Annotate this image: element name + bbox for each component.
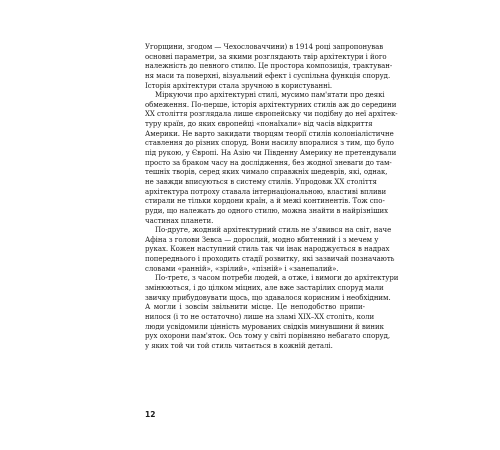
text-line: звичку прибудовувати щось, що здавалося корисним і необхідним. bbox=[145, 293, 391, 302]
paragraph bbox=[145, 226, 395, 274]
text-line: просто за браком часу на дослідження, без жодної зневаги до там- bbox=[145, 158, 392, 167]
text-line: нилося (і то не остаточно) лише на зламі XIX–XX століть, коли bbox=[145, 312, 375, 321]
text-line: у яких той чи той стиль читається в кожній деталі. bbox=[145, 341, 333, 350]
text-line: руди, що належать до одного стилю, можна знайти в найрізніших bbox=[145, 206, 389, 215]
paragraph bbox=[145, 274, 399, 351]
text-line: А могли і зовсім звільнити місце. Це неподобство припи- bbox=[145, 303, 365, 312]
text-line: люди усвідомили цінність мурованих свідків минувшини й виник bbox=[145, 322, 384, 331]
text-line: архітектура потроху ставала інтернаціональною, властиві впливи bbox=[145, 187, 387, 196]
text-line: словами «ранній», «зрілий», «пізній» і «занепалий». bbox=[145, 264, 339, 273]
text-line: ня маси та поверхні, візуальний ефект і суспільна функція споруд. bbox=[145, 71, 391, 80]
text-line: По-друге, жодний архітектурний стиль не з'явився на світ, наче bbox=[155, 226, 392, 235]
paragraph bbox=[145, 91, 398, 226]
text-line: обмеження. По-перше, історія архітектурних стилів аж до середини bbox=[145, 100, 397, 109]
text-line: під рукою, у Європі. На Азію чи Південну Америку не претендували bbox=[145, 149, 397, 158]
body-text bbox=[145, 43, 399, 352]
paragraph bbox=[145, 43, 393, 91]
text-line: XX століття розглядала лише європейську чи подібну до неї архітек- bbox=[145, 110, 398, 119]
text-line: тешніх творів, серед яких чимало справжніх шедеврів, які, однак, bbox=[145, 168, 388, 177]
text-line: не завжди вписуються в систему стилів. Упродовж XX століття bbox=[145, 177, 377, 186]
text-line: ставлення до різних споруд. Вони насилу впоралися з тим, що було bbox=[145, 139, 394, 148]
text-line: змінюються, і до цілком міцних, але вже застарілих споруд мали bbox=[145, 284, 384, 293]
text-line: Угорщини, згодом — Чехословаччини) в 1914 році запропонував bbox=[145, 43, 384, 51]
text-line: Міркуючи про архітектурні стилі, мусимо пам'ятати про деякі bbox=[155, 91, 385, 100]
text-line: Афіна з голови Зевса — дорослий, модно вбитенний і з мечем у bbox=[145, 235, 379, 244]
text-line: попереднього і проходить стадії розвитку, які зазвичай позначають bbox=[145, 255, 395, 264]
text-line: туру країн, до яких європейці «понаїхали» від часів відкриття bbox=[145, 120, 373, 129]
text-line: руках. Кожен наступний стиль так чи інак народжується в надрах bbox=[145, 245, 390, 254]
text-line: основні параметри, за якими розглядають твір архітектури і його bbox=[145, 52, 387, 61]
text-line: По-третє, з часом потреби людей, а отже, і вимоги до архітектури bbox=[155, 274, 399, 283]
text-line: стирали не тільки кордони країн, а й межі континентів. Тож спо- bbox=[145, 197, 385, 206]
text-line: належність до певного стилю. Це простора композиція, трактуван- bbox=[145, 62, 393, 71]
text-line: рух охорони пам'яток. Ось тому у світі порівняно небагато споруд, bbox=[145, 332, 391, 341]
text-line: частинах планети. bbox=[145, 216, 214, 225]
text-line: Америки. Не варто закидати творцям теорії стилів колоніалістичне bbox=[145, 129, 394, 138]
text-line: Історія архітектури стала зручною в користуванні. bbox=[145, 81, 333, 90]
page-number: 12 bbox=[145, 410, 156, 419]
